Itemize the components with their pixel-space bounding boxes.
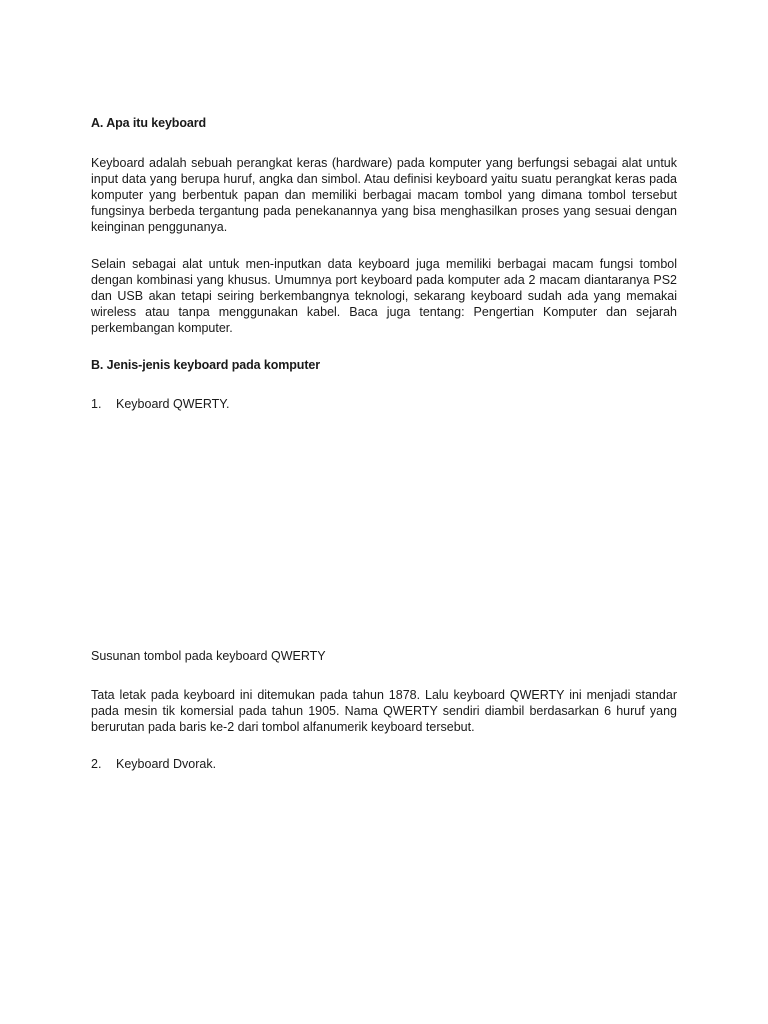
image-placeholder-qwerty xyxy=(91,420,677,640)
paragraph-keyboard-definition: Keyboard adalah sebuah perangkat keras (hardware) pada komputer yang berfungsi sebagai alat untuk input data yang berupa huruf, angka dan simbol. Atau definisi keyboard yaitu suatu perangkat keras pada komputer yang berbentuk papan dan memiliki berbagai macam tombol yang dimana tombol tersebut fungsinya berbeda tergantung pada penekanannya yang bisa menghasilkan proses yang sesuai dengan keinginan penggunanya. xyxy=(91,156,677,234)
list-item-qwerty xyxy=(91,397,229,411)
list-item-label: Keyboard Dvorak. xyxy=(116,757,217,771)
heading-section-a: A. Apa itu keyboard xyxy=(91,116,207,130)
caption-qwerty: Susunan tombol pada keyboard QWERTY xyxy=(91,649,326,663)
document-page xyxy=(91,0,677,1024)
list-item-dvorak xyxy=(91,757,216,771)
list-item-label: Keyboard QWERTY. xyxy=(116,397,230,411)
list-number: 1. xyxy=(91,397,102,411)
heading-section-b: B. Jenis-jenis keyboard pada komputer xyxy=(91,358,321,372)
paragraph-qwerty-history: Tata letak pada keyboard ini ditemukan pada tahun 1878. Lalu keyboard QWERTY ini menjadi standar pada mesin tik komersial pada tahun 1905. Nama QWERTY sendiri diambil berdasarkan 6 huruf yang berurutan pada baris ke-2 dari tombol alfanumerik keyboard tersebut. xyxy=(91,688,677,734)
list-number: 2. xyxy=(91,757,102,771)
paragraph-keyboard-ports: Selain sebagai alat untuk men-inputkan data keyboard juga memiliki berbagai macam fungsi tombol dengan kombinasi yang khusus. Umumnya port keyboard pada komputer ada 2 macam diantaranya PS2 dan USB akan tetapi seiring berkembangnya teknologi, sekarang keyboard sudah ada yang memakai wireless atau tanpa menggunakan kabel. Baca juga tentang: Pengertian Komputer dan sejarah perkembangan komputer. xyxy=(91,257,677,335)
